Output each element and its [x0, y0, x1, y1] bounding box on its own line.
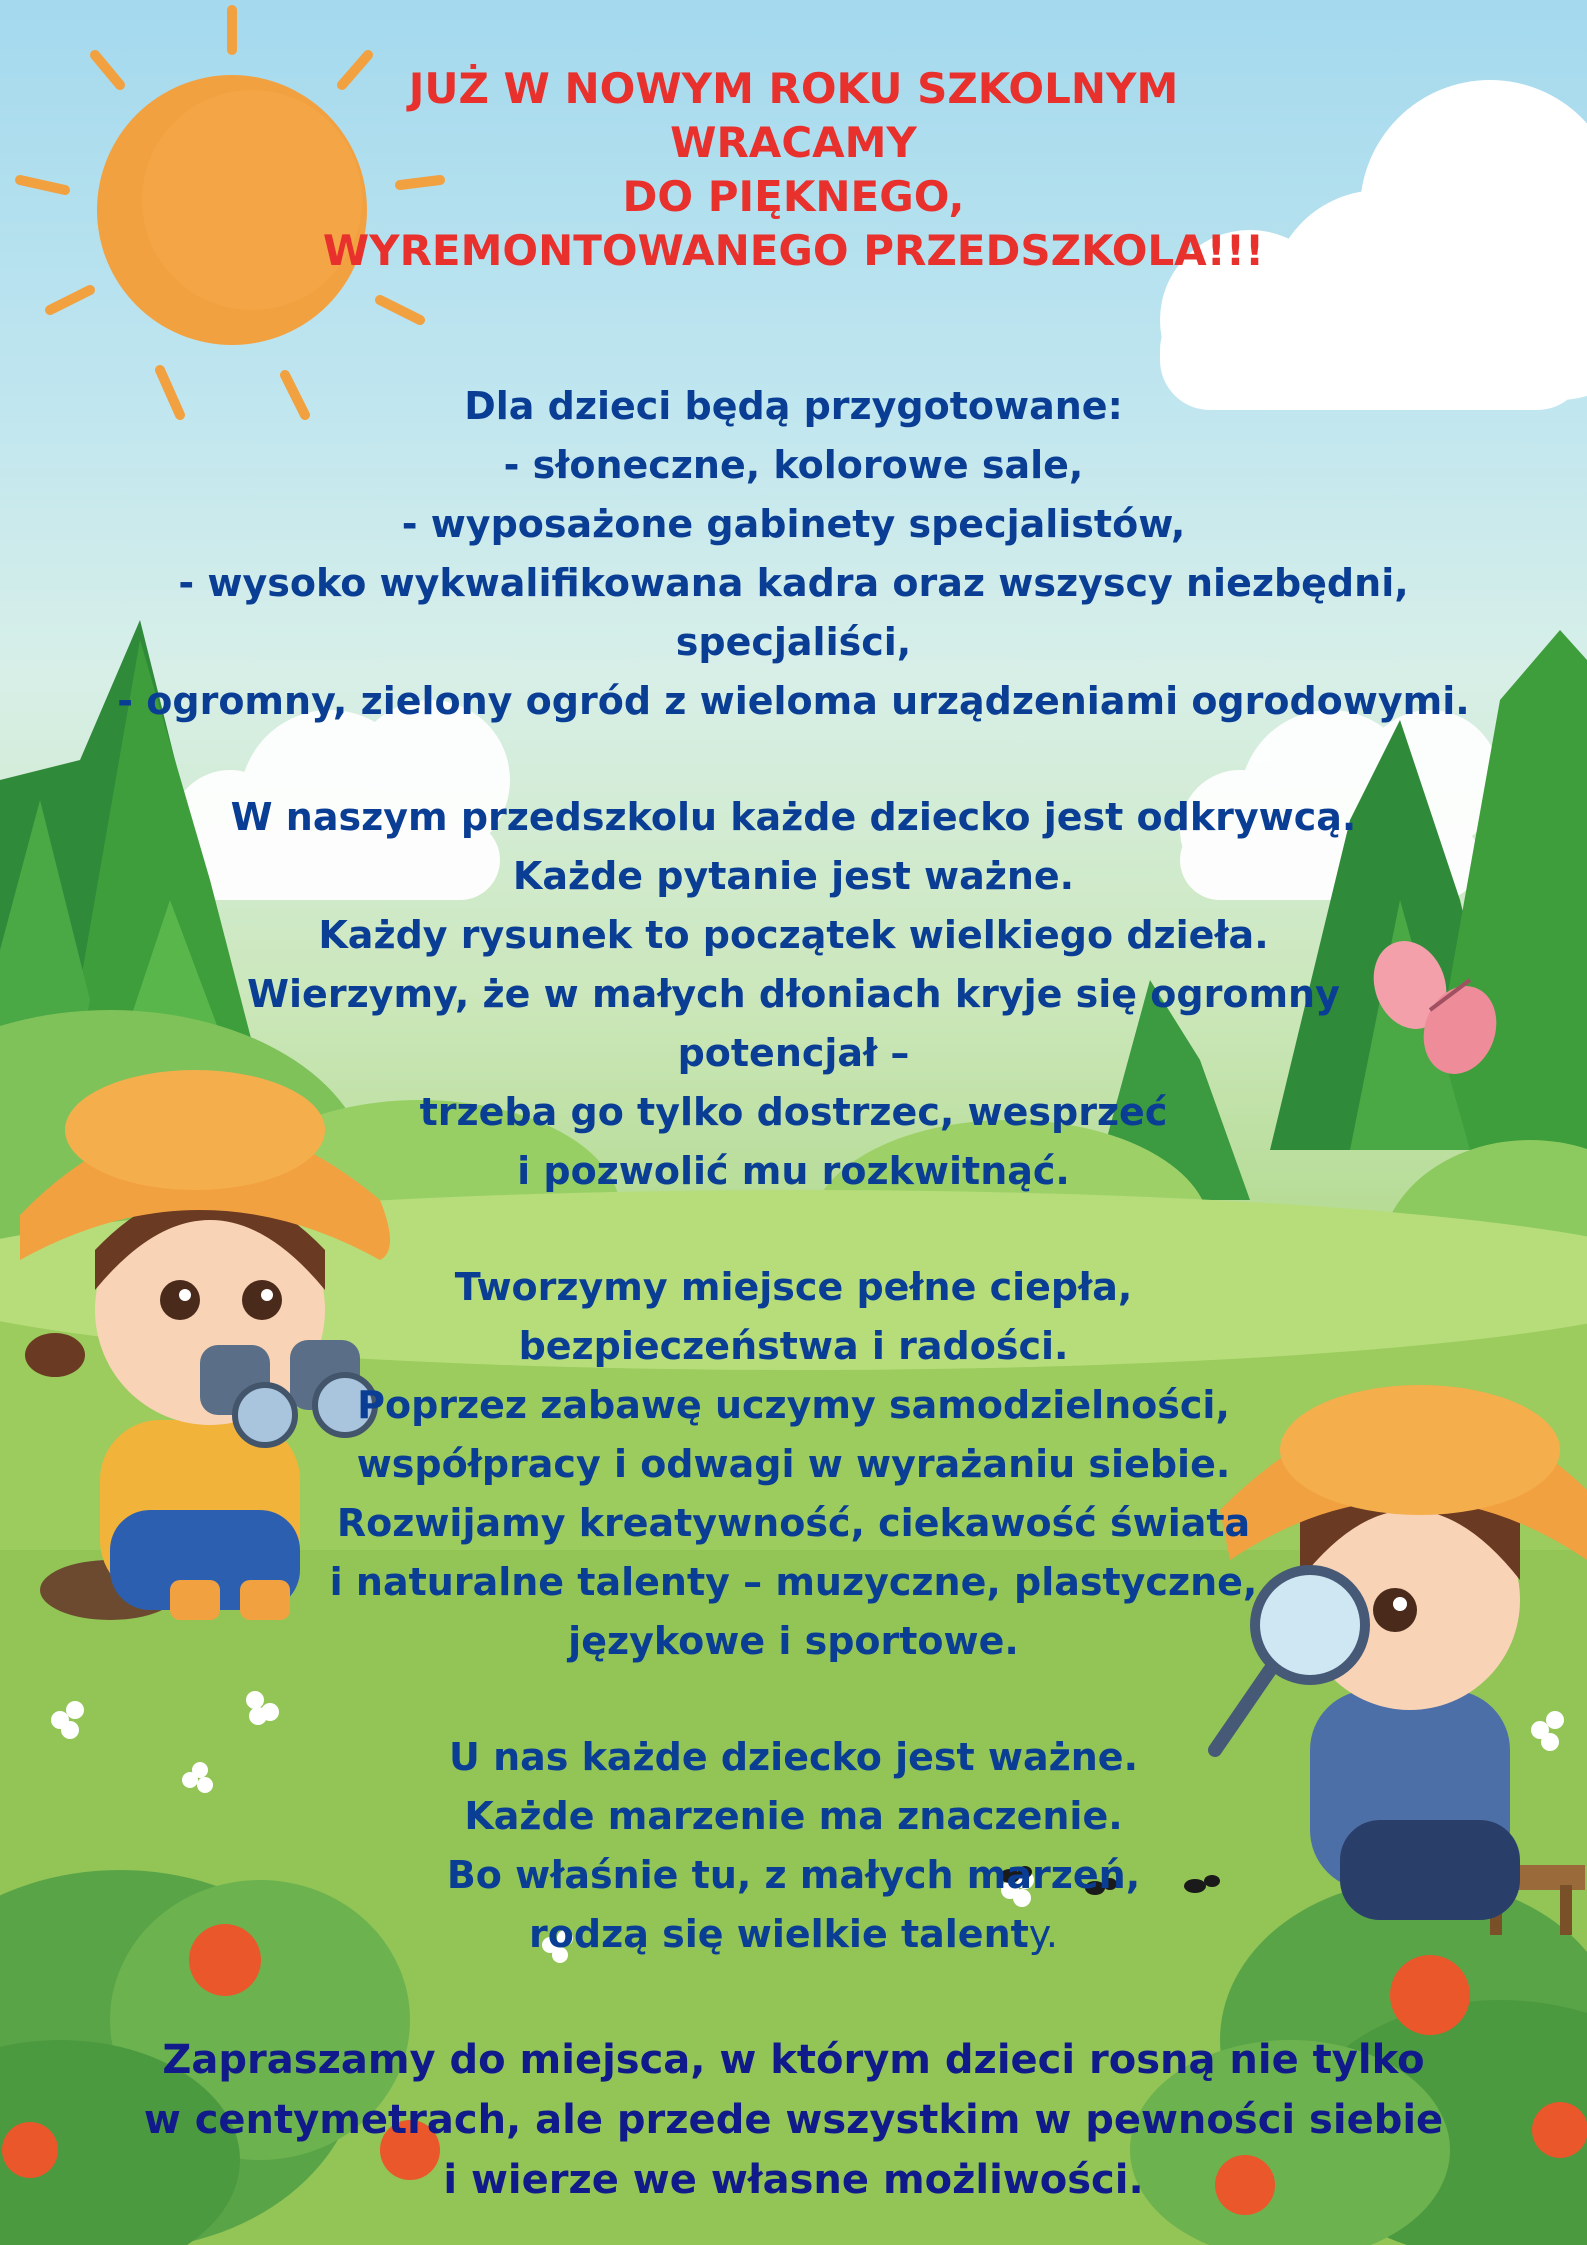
discovery-paragraph — [0, 788, 1587, 1201]
feature-item: - ogromny, zielony ogród z wieloma urządzeniami ogrodowymi. — [117, 679, 1470, 723]
values-paragraph — [0, 1258, 1587, 1671]
paragraph-line: i pozwolić mu rozkwitnąć. — [517, 1149, 1070, 1193]
headline — [0, 62, 1587, 278]
feature-item: - wysoko wykwalifikowana kadra oraz wszyscy niezbędni, — [178, 561, 1409, 605]
paragraph-line: W naszym przedszkolu każde dziecko jest odkrywcą. — [230, 795, 1357, 839]
paragraph-line: Każdy rysunek to początek wielkiego dzieła. — [318, 913, 1269, 957]
headline-line-1: JUŻ W NOWYM ROKU SZKOLNYM — [408, 64, 1179, 113]
feature-item: - wyposażone gabinety specjalistów, — [401, 502, 1186, 546]
features-intro: Dla dzieci będą przygotowane: — [464, 384, 1123, 428]
closing-line: i wierze we własne możliwości. — [443, 2157, 1144, 2203]
dreams-last-bold: rodzą się wielkie talent — [529, 1912, 1029, 1956]
closing-line: Zapraszamy do miejsca, w którym dzieci rosną nie tylko — [162, 2037, 1425, 2083]
dreams-paragraph — [0, 1728, 1587, 1964]
paragraph-line: Każde pytanie jest ważne. — [512, 854, 1075, 898]
paragraph-line: U nas każde dziecko jest ważne. — [448, 1735, 1139, 1779]
headline-line-4: WYREMONTOWANEGO PRZEDSZKOLA!!! — [322, 226, 1265, 275]
paragraph-line: Tworzymy miejsce pełne ciepła, — [454, 1265, 1133, 1309]
closing-invitation — [0, 2030, 1587, 2210]
closing-line: w centymetrach, ale przede wszystkim w pewności siebie — [143, 2097, 1444, 2143]
paragraph-line: Bo właśnie tu, z małych marzeń, — [446, 1853, 1141, 1897]
paragraph-line: Każde marzenie ma znaczenie. — [464, 1794, 1123, 1838]
paragraph-line: Wierzymy, że w małych dłoniach kryje się ogromny — [247, 972, 1340, 1016]
feature-item: specjaliści, — [675, 620, 912, 664]
paragraph-line: Rozwijamy kreatywność, ciekawość świata — [336, 1501, 1251, 1545]
features-list — [0, 377, 1587, 731]
paragraph-line: współpracy i odwagi w wyrażaniu siebie. — [356, 1442, 1231, 1486]
headline-line-3: DO PIĘKNEGO, — [622, 172, 965, 221]
headline-line-2: WRACAMY — [670, 118, 917, 167]
paragraph-line: i naturalne talenty – muzyczne, plastyczne, — [329, 1560, 1258, 1604]
paragraph-line: potencjał – — [677, 1031, 910, 1075]
paragraph-line: językowe i sportowe. — [568, 1619, 1019, 1663]
paragraph-line-last — [0, 1905, 1587, 1964]
paragraph-line: Poprzez zabawę uczymy samodzielności, — [357, 1383, 1230, 1427]
dreams-last-light: y. — [1028, 1912, 1058, 1956]
paragraph-line: bezpieczeństwa i radości. — [518, 1324, 1069, 1368]
feature-item: - słoneczne, kolorowe sale, — [503, 443, 1084, 487]
paragraph-line: trzeba go tylko dostrzec, wesprzeć — [419, 1090, 1168, 1134]
